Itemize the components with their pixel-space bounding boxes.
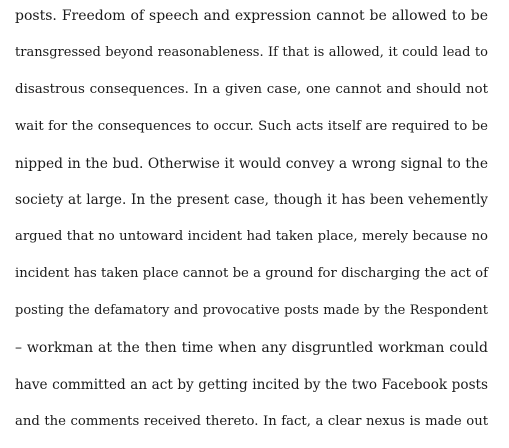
- paragraph-line: posts. Freedom of speech and expression cannot be allowed to be: [15, 8, 488, 24]
- paragraph-line: posting the defamatory and provocative posts made by the Respondent: [15, 303, 488, 319]
- paragraph-line: nipped in the bud. Otherwise it would convey a wrong signal to the: [15, 155, 488, 172]
- body-paragraph: [15, 5, 488, 448]
- paragraph-line: wait for the consequences to occur. Such acts itself are required to be: [15, 118, 488, 134]
- paragraph-line: disastrous consequences. In a given case, one cannot and should not: [15, 81, 488, 97]
- paragraph-line: transgressed beyond reasonableness. If that is allowed, it could lead to: [15, 44, 488, 60]
- paragraph-line: society at large. In the present case, though it has been vehemently: [15, 192, 488, 209]
- paragraph-line: and the comments received thereto. In fact, a clear nexus is made out: [15, 413, 488, 429]
- paragraph-line: argued that no untoward incident had taken place, merely because no: [15, 229, 488, 245]
- paragraph-line: incident has taken place cannot be a ground for discharging the act of: [15, 266, 488, 282]
- paragraph-line: have committed an act by getting incited by the two Facebook posts: [15, 376, 488, 393]
- paragraph-line: – workman at the then time when any disgruntled workman could: [15, 340, 488, 357]
